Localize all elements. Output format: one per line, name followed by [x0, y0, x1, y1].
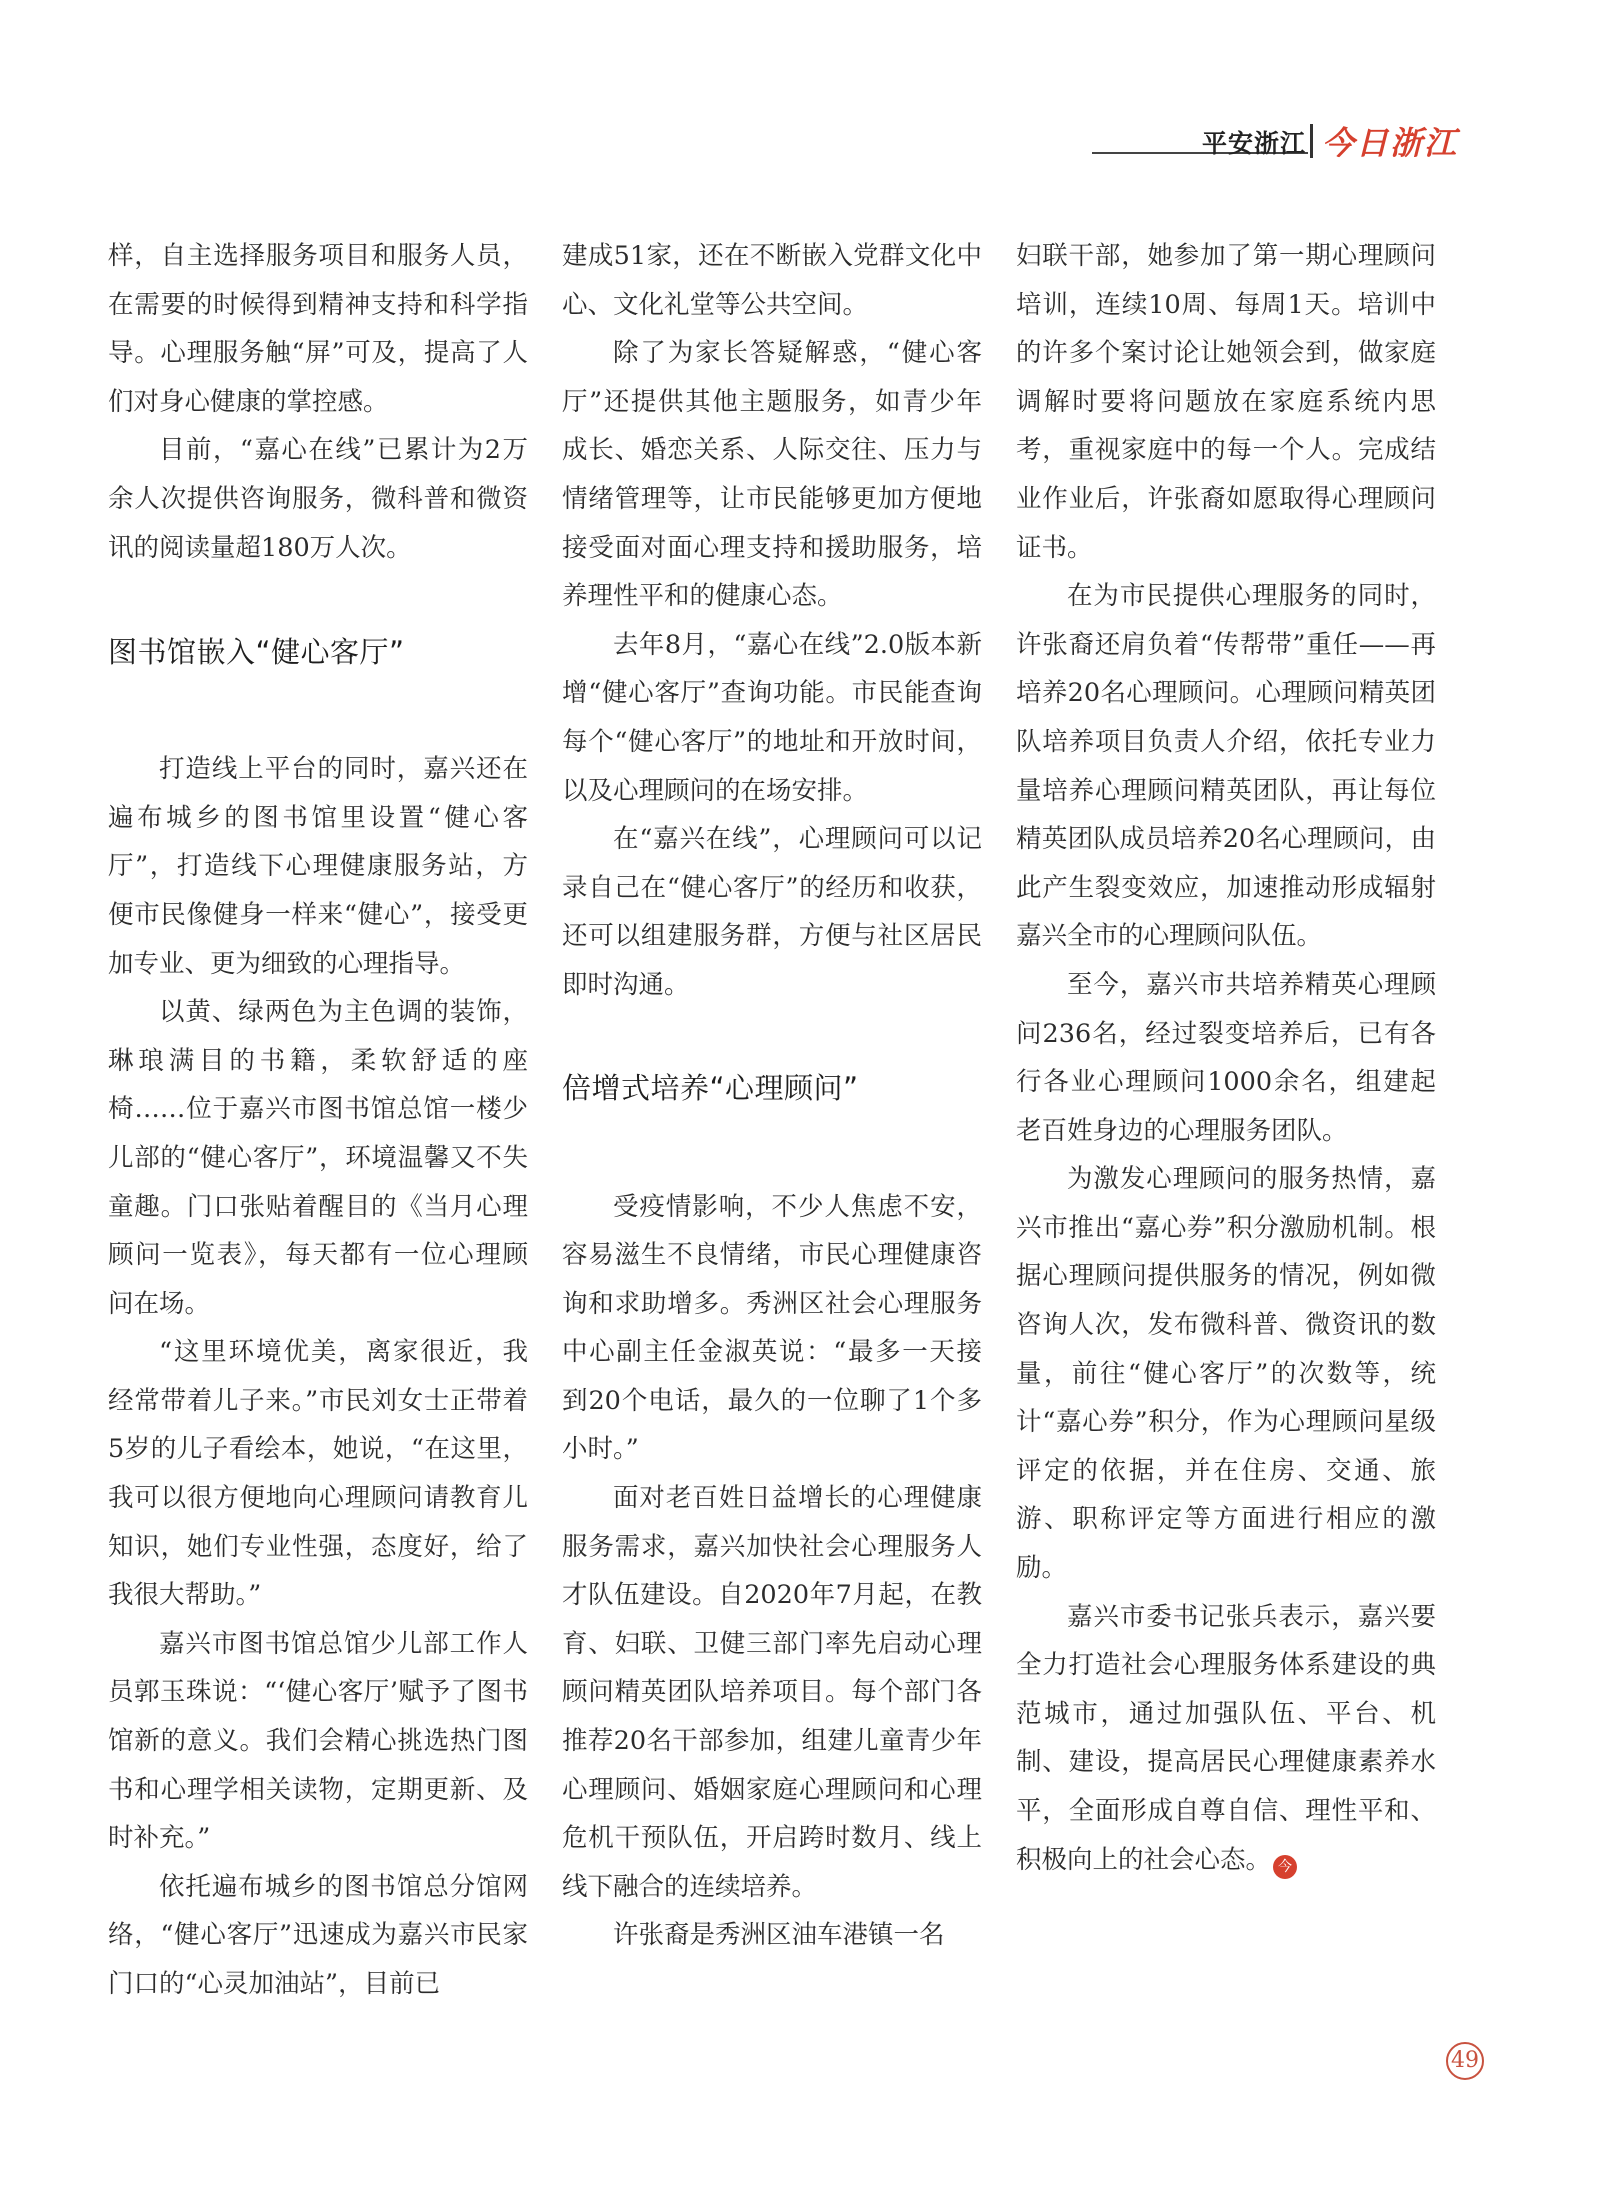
article-paragraph: 去年8月，“嘉心在线”2.0版本新增“健心客厅”查询功能。市民能查询每个“健心客厅”的地址和开放时间，以及心理顾问的在场安排。	[562, 629, 982, 806]
article-paragraph: 除了为家长答疑解惑，“健心客厅”还提供其他主题服务，如青少年成长、婚恋关系、人际交往、压力与情绪管理等，让市民能够更加方便地接受面对面心理支持和援助服务，培养理性平和的健康心态。	[562, 338, 982, 612]
article-paragraph: 为激发心理顾问的服务热情，嘉兴市推出“嘉心券”积分激励机制。根据心理顾问提供服务的情况，例如微咨询人次，发布微科普、微资讯的数量，前往“健心客厅”的次数等，统计“嘉心券”积分，作为心理顾问星级评定的依据，并在住房、交通、旅游、职称评定等方面进行相应的激励。	[1016, 1164, 1436, 1584]
article-column-3	[1016, 232, 1436, 1884]
article-paragraph: 打造线上平台的同时，嘉兴还在遍布城乡的图书馆里设置“健心客厅”，打造线下心理健康服务站，方便市民像健身一样来“健心”，接受更加专业、更为细致的心理指导。	[108, 754, 528, 979]
article-paragraph: 以黄、绿两色为主色调的装饰，琳琅满目的书籍，柔软舒适的座椅……位于嘉兴市图书馆总馆一楼少儿部的“健心客厅”，环境温馨又不失童趣。门口张贴着醒目的《当月心理顾问一览表》，每天都有一位心理顾问在场。	[108, 997, 528, 1319]
end-mark-icon: 今	[1273, 1855, 1297, 1879]
article-paragraph: 样，自主选择服务项目和服务人员，在需要的时候得到精神支持和科学指导。心理服务触“屏”可及，提高了人们对身心健康的掌控感。	[108, 241, 528, 417]
article-paragraph: 面对老百姓日益增长的心理健康服务需求，嘉兴加快社会心理服务人才队伍建设。自2020年7月起，在教育、妇联、卫健三部门率先启动心理顾问精英团队培养项目。每个部门各推荐20名干部参加，组建儿童青少年心理顾问、婚姻家庭心理顾问和心理危机干预队伍，开启跨时数月、线上线下融合的连续培养。	[562, 1483, 982, 1902]
section-heading: 图书馆嵌入“健心客厅”	[108, 635, 405, 670]
article-paragraph: “这里环境优美，离家很近，我经常带着儿子来。”市民刘女士正带着5岁的儿子看绘本，她说，“在这里，我可以很方便地向心理顾问请教育儿知识，她们专业性强，态度好，给了我很大帮助。”	[108, 1337, 528, 1611]
article-paragraph: 嘉兴市委书记张兵表示，嘉兴要全力打造社会心理服务体系建设的典范城市，通过加强队伍、平台、机制、建设，提高居民心理健康素养水平，全面形成自尊自信、理性平和、积极向上的社会心态。 今	[1016, 1593, 1436, 1885]
article-paragraph: 建成51家，还在不断嵌入党群文化中心、文化礼堂等公共空间。	[562, 241, 982, 320]
article-column-1	[108, 232, 528, 2009]
article-paragraph: 受疫情影响，不少人焦虑不安，容易滋生不良情绪，市民心理健康咨询和求助增多。秀洲区社会心理服务中心副主任金淑英说：“最多一天接到20个电话，最久的一位聊了1个多小时。”	[562, 1191, 982, 1465]
header-separator	[1310, 124, 1313, 158]
section-heading: 倍增式培养“心理顾问”	[562, 1070, 859, 1105]
article-column-2	[562, 232, 982, 1960]
article-paragraph: 目前，“嘉心在线”已累计为2万余人次提供咨询服务，微科普和微资讯的阅读量超180万人次。	[108, 435, 528, 563]
article-paragraph: 在为市民提供心理服务的同时，许张裔还肩负着“传帮带”重任——再培养20名心理顾问。心理顾问精英团队培养项目负责人介绍，依托专业力量培养心理顾问精英团队，再让每位精英团队成员培养20名心理顾问，由此产生裂变效应，加速推动形成辐射嘉兴全市的心理顾问队伍。	[1016, 581, 1436, 952]
section-name: 平安浙江	[1202, 129, 1307, 158]
article-paragraph: 许张裔是秀洲区油车港镇一名	[613, 1920, 945, 1951]
article-paragraph: 依托遍布城乡的图书馆总分馆网络，“健心客厅”迅速成为嘉兴市民家门口的“心灵加油站”，目前已	[108, 1871, 528, 1999]
article-paragraph: 妇联干部，她参加了第一期心理顾问培训，连续10周、每周1天。培训中的许多个案讨论让她领会到，做家庭调解时要将问题放在家庭系统内思考，重视家庭中的每一个人。完成结业作业后，许张裔如愿取得心理顾问证书。	[1016, 241, 1436, 563]
article-paragraph: 在“嘉兴在线”，心理顾问可以记录自己在“健心客厅”的经历和收获，还可以组建服务群，方便与社区居民即时沟通。	[562, 824, 982, 1000]
article-paragraph: 至今，嘉兴市共培养精英心理顾问236名，经过裂变培养后，已有各行各业心理顾问1000余名，组建起老百姓身边的心理服务团队。	[1016, 969, 1436, 1146]
article-paragraph: 嘉兴市图书馆总馆少儿部工作人员郭玉珠说：“‘健心客厅’赋予了图书馆新的意义。我们会精心挑选热门图书和心理学相关读物，定期更新、及时补充。”	[108, 1628, 528, 1854]
page-number: 49	[1446, 2042, 1484, 2080]
brand-logo: 今日浙江	[1322, 124, 1459, 162]
